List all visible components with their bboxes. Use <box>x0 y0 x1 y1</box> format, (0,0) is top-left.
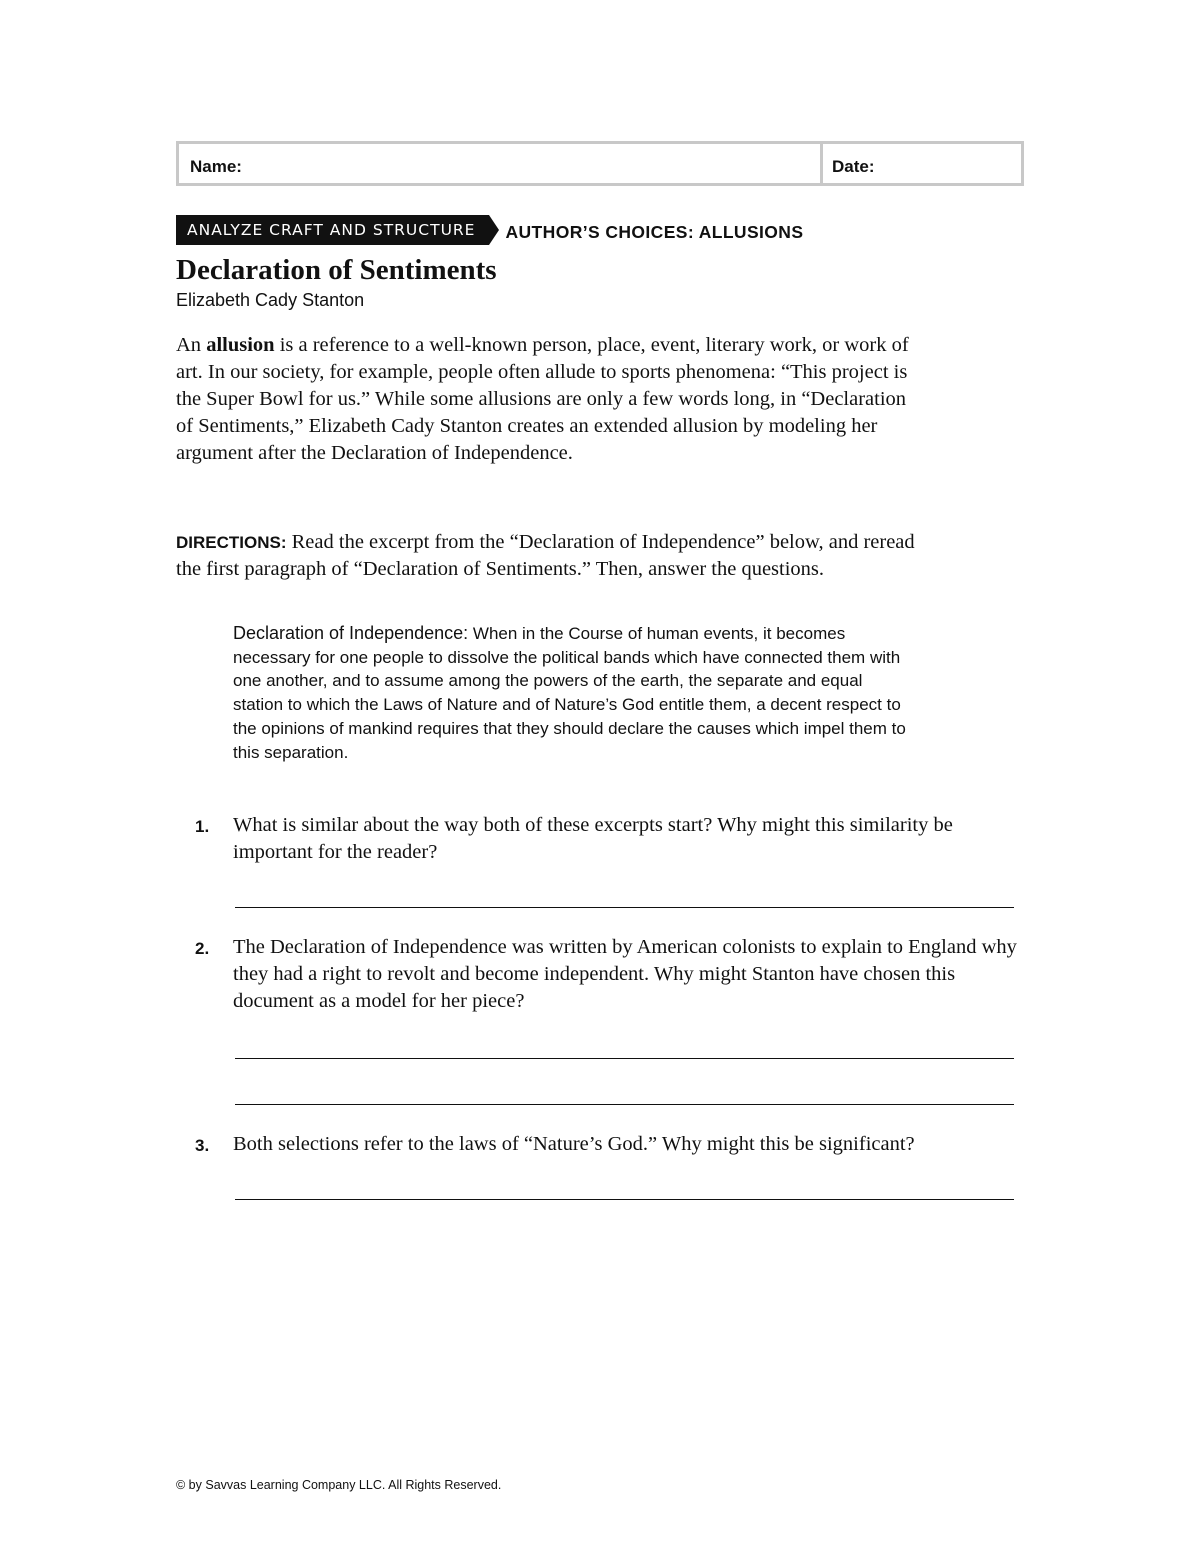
directions-label: DIRECTIONS: <box>176 533 287 552</box>
intro-paragraph <box>176 332 921 467</box>
banner-subtitle: AUTHOR’S CHOICES: ALLUSIONS <box>505 221 804 242</box>
answer-line[interactable] <box>235 1199 1014 1200</box>
answer-line[interactable] <box>235 907 1014 908</box>
copyright-footer: © by Savvas Learning Company LLC. All Rights Reserved. <box>176 1478 502 1492</box>
intro-rest: is a reference to a well-known person, place, event, literary work, or work of art. In our society, for example, people often allude to sports phenomena: “This project is the Super Bowl for us.” While some allusions are only a few words long, in “Declaration of Sentiments,” Elizabeth Cady Stanton creates an extended allusion by modeling her argument after the Declaration of Independence. <box>176 334 909 464</box>
excerpt-label: Declaration of Independence: <box>233 623 469 643</box>
question-text: Both selections refer to the laws of “Nature’s God.” Why might this be significant? <box>233 1133 915 1155</box>
question-number: 1. <box>195 817 210 836</box>
question-number: 3. <box>195 1136 210 1155</box>
question-text: The Declaration of Independence was written by American colonists to explain to England why they had a right to revolt and become independent. Why might Stanton have chosen this document as a model for her piece? <box>233 936 1017 1012</box>
directions-paragraph <box>176 529 916 583</box>
intro-term: allusion <box>206 334 275 356</box>
excerpt-block <box>233 622 913 764</box>
answer-line[interactable] <box>235 1104 1014 1105</box>
banner-arrow-icon <box>489 215 499 245</box>
question-text: What is similar about the way both of these excerpts start? Why might this similarity be important for the reader? <box>233 814 953 863</box>
section-banner <box>176 215 803 245</box>
excerpt-text: When in the Course of human events, it becomes necessary for one people to dissolve the political bands which have connected them with one another, and to assume among the powers of the earth, the separate and equal station to which the Laws of Nature and of Nature’s God entitle them, a decent respect to the opinions of mankind requires that they should declare the causes which impel them to this separation. <box>233 624 906 762</box>
date-field[interactable] <box>823 144 1021 183</box>
answer-line[interactable] <box>235 1058 1014 1059</box>
date-label: Date: <box>832 157 875 176</box>
author-name: Elizabeth Cady Stanton <box>176 290 365 310</box>
directions-text: Read the excerpt from the “Declaration of Independence” below, and reread the first paragraph of “Declaration of Sentiments.” Then, answer the questions. <box>176 531 915 580</box>
intro-lead: An <box>176 334 207 356</box>
name-date-box <box>176 141 1024 186</box>
banner-tag: ANALYZE CRAFT AND STRUCTURE <box>176 215 489 245</box>
name-label: Name: <box>190 157 242 176</box>
question-number: 2. <box>195 939 210 958</box>
name-field[interactable] <box>179 144 823 183</box>
page-title: Declaration of Sentiments <box>176 254 497 286</box>
